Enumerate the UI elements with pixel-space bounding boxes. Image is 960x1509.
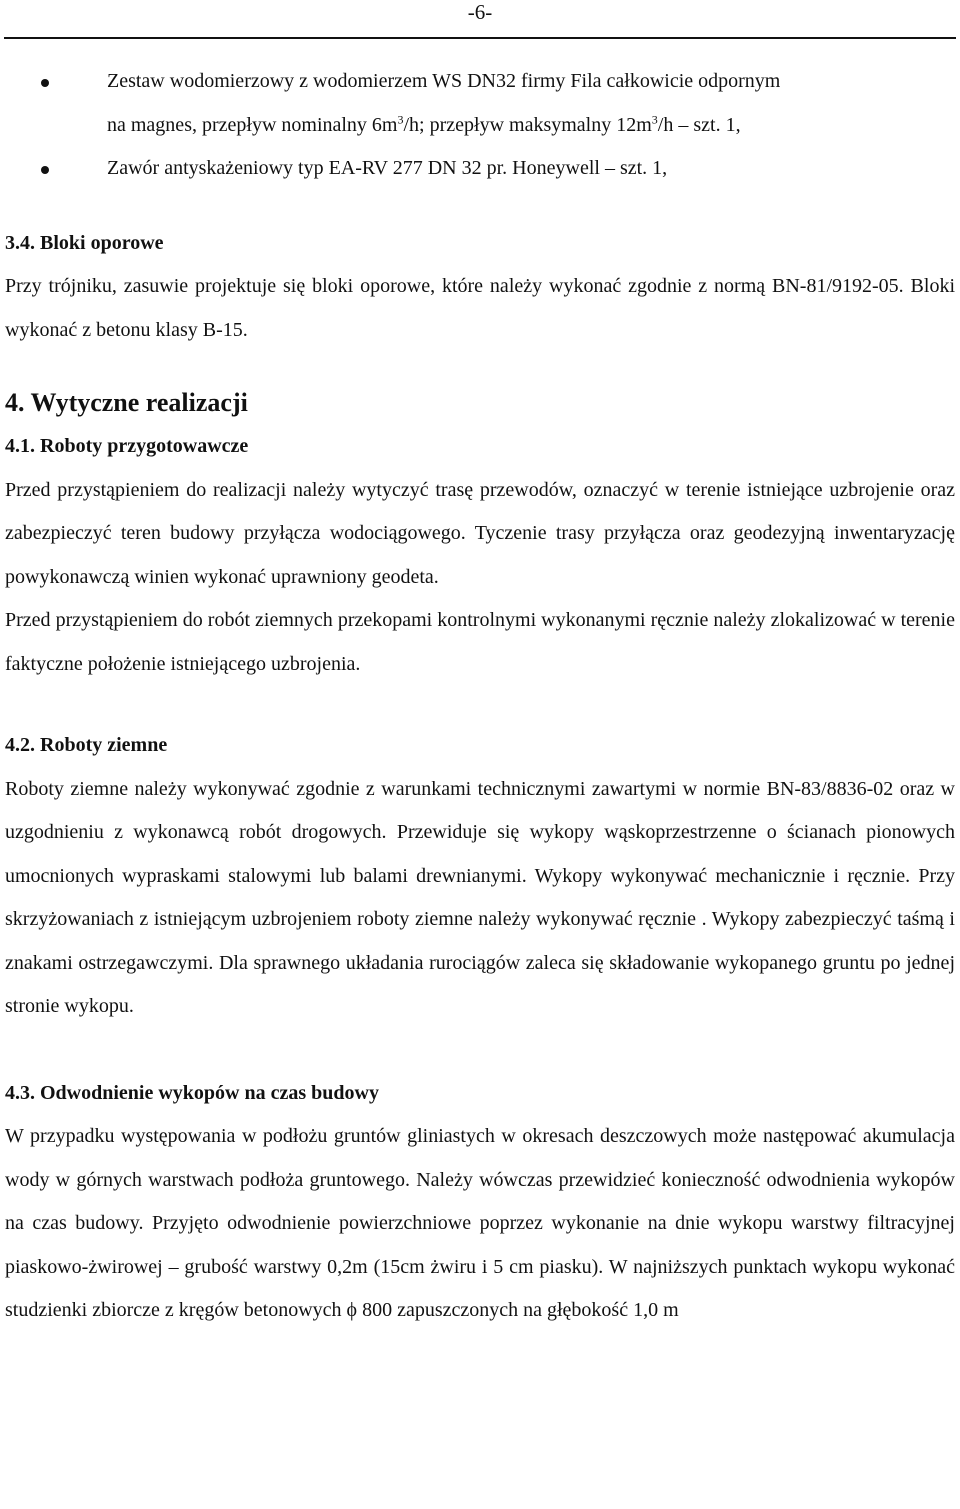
chapter-heading: 4. Wytyczne realizacji <box>5 388 248 417</box>
bullet-icon <box>41 166 49 174</box>
header-rule <box>4 37 956 39</box>
list-item-text: /h; przepływ maksymalny 12m <box>403 113 652 136</box>
section-paragraph: Przy trójniku, zasuwie projektuje się bloki oporowe, które należy wykonać zgodnie z normą BN-81/9192-05. Bloki wykonać z betonu klasy B-15. <box>5 275 955 341</box>
section-heading-3-4 <box>5 222 955 266</box>
list-item-text: /h – szt. 1, <box>657 113 741 136</box>
superscript: 3 <box>397 111 404 126</box>
section-heading-4-3 <box>5 1072 955 1116</box>
section-number: 4.1. <box>5 435 35 457</box>
superscript: 3 <box>651 111 658 126</box>
page-number: -6- <box>467 0 493 24</box>
section-title: Roboty ziemne <box>40 734 168 756</box>
bullet-icon <box>41 79 49 87</box>
section-paragraph: W przypadku występowania w podłożu gruntów gliniastych w okresach deszczowych może następować akumulacja wody w górnych warstwach podłoża gruntowego. Należy wówczas przewidzieć konieczność odwodnienia wykopów na czas budowy. Przyjęto odwodnienie powierzchniowe poprzez wykonanie na dnie wykopu warstwy filtracyjnej piaskowo-żwirowej – grubość warstwy 0,2m (15cm żwiru i 5 cm piasku). W najniższych punktach wykopu wykonać studzienki zbiorcze z kręgów betonowych ϕ 800 zapuszczonych na głębokość 1,0 m <box>5 1125 955 1321</box>
section-number: 3.4. <box>5 231 35 254</box>
list-item-text: Zestaw wodomierzowy z wodomierzem WS DN32 firmy Fila całkowicie odpornym <box>107 70 781 92</box>
page-content <box>5 60 955 1333</box>
section-title: Roboty przygotowawcze <box>40 435 249 457</box>
list-item-text: na magnes, przepływ nominalny 6m <box>107 113 398 136</box>
section-heading-4-2 <box>5 724 955 768</box>
equipment-list <box>5 60 955 191</box>
section-title: Bloki oporowe <box>40 231 164 254</box>
section-title: Odwodnienie wykopów na czas budowy <box>40 1081 379 1104</box>
list-item <box>5 60 955 147</box>
section-paragraph: Roboty ziemne należy wykonywać zgodnie z warunkami technicznymi zawartymi w normie BN-83/8836-02 oraz w uzgodnieniu z wykonawcą robót drogowych. Przewiduje się wykopy wąskoprzestrzenne o ścianach pionowych umocnionych wypraskami stalowymi lub balami drewnianymi. Wykopy wykonywać mechanicznie i ręcznie. Przy skrzyżowaniach z istniejącym uzbrojeniem roboty ziemne należy wykonywać ręcznie . Wykopy zabezpieczyć taśmą i znakami ostrzegawczymi. Dla sprawnego układania rurociągów zaleca się składowanie wykopanego gruntu po jednej stronie wykopu. <box>5 777 955 1017</box>
section-paragraph: Przed przystąpieniem do robót ziemnych przekopami kontrolnymi wykonanymi ręcznie należy zlokalizować w terenie faktyczne położenie istniejącego uzbrojenia. <box>5 609 955 675</box>
section-number: 4.3. <box>5 1081 35 1104</box>
section-number: 4.2. <box>5 734 35 756</box>
list-item <box>5 147 955 191</box>
list-item-text: Zawór antyskażeniowy typ EA-RV 277 DN 32 pr. Honeywell – szt. 1, <box>107 157 668 179</box>
section-heading-4-1 <box>5 425 955 469</box>
section-paragraph: Przed przystąpieniem do realizacji należy wytyczyć trasę przewodów, oznaczyć w terenie istniejące uzbrojenie oraz zabezpieczyć teren budowy przyłącza wodociągowego. Tyczenie trasy przyłącza oraz geodezyjną inwentaryzację powykonawczą winien wykonać uprawniony geodeta. <box>5 478 955 588</box>
